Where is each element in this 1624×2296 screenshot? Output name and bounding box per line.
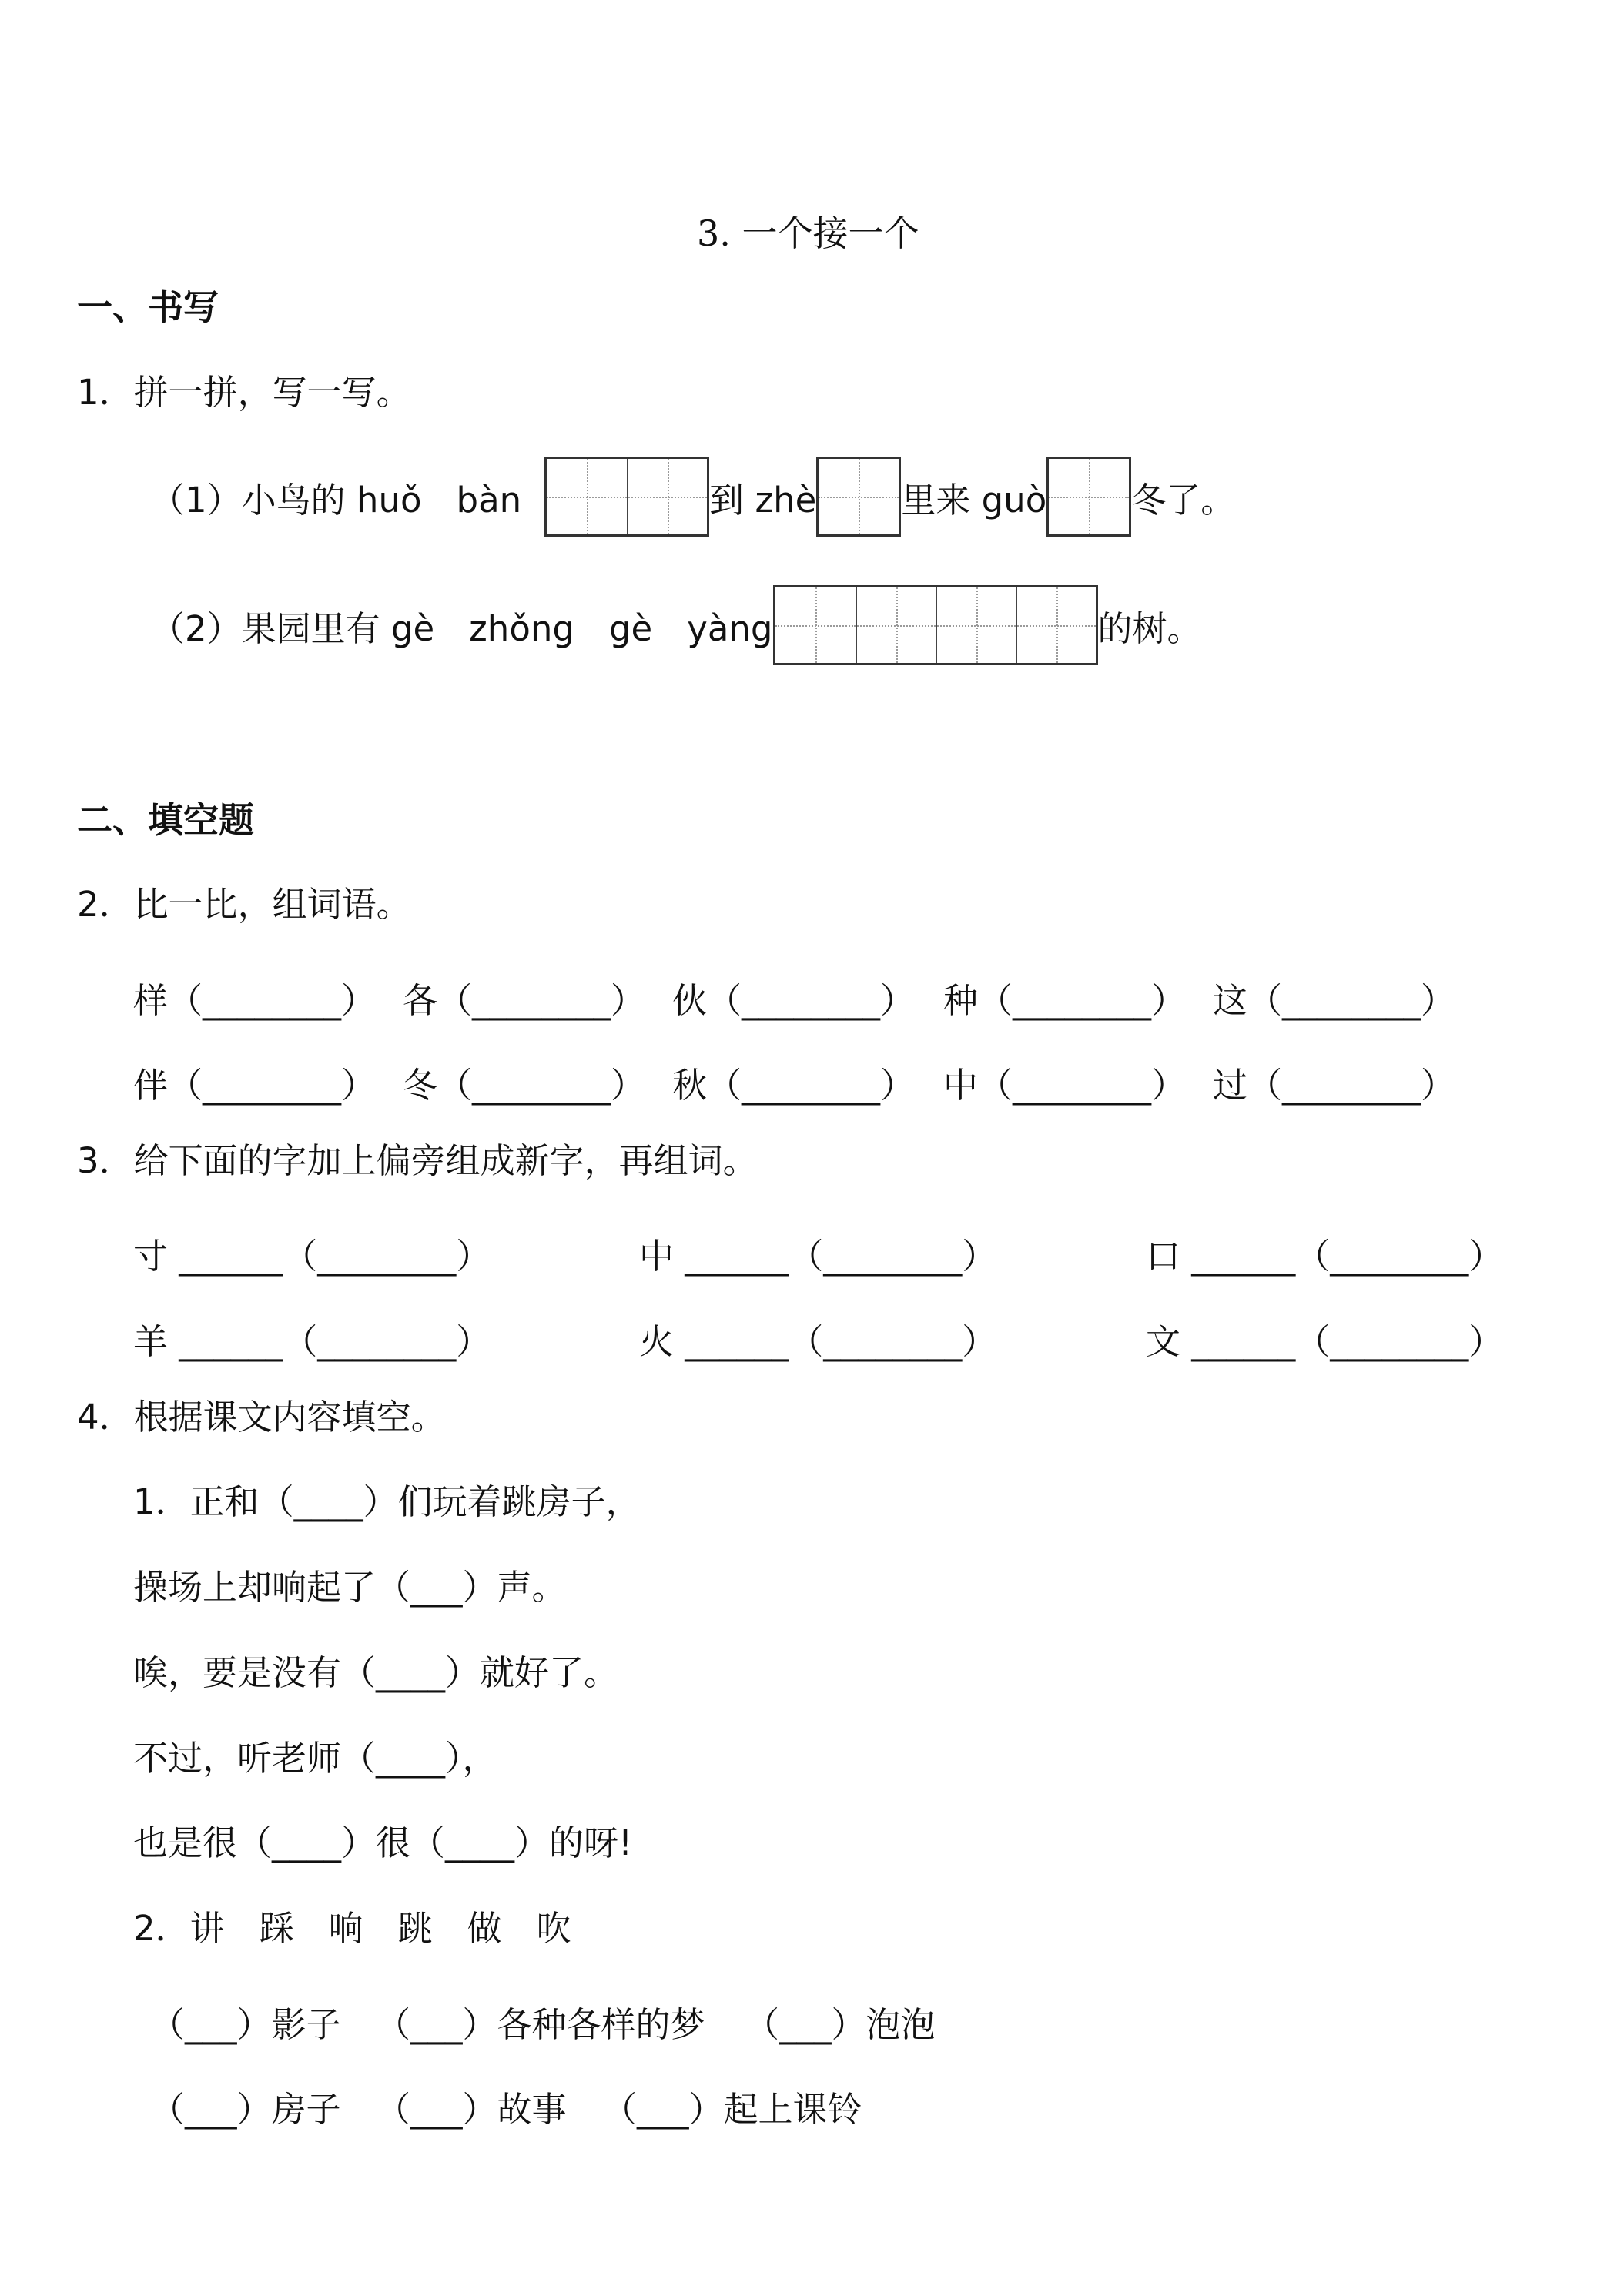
q4-part1-line[interactable]: 1．正和（____）们玩着跳房子， — [133, 1481, 641, 1522]
q1-s1-prefix: （1）小鸟的 huǒ bàn — [150, 479, 522, 520]
q3-item[interactable]: 寸 ______（________） — [133, 1236, 491, 1277]
writing-cell[interactable] — [856, 587, 936, 663]
page-title: 3. 一个接一个 — [697, 213, 919, 254]
q4-part1-line[interactable]: 不过，听老师（____）， — [133, 1738, 497, 1779]
writing-grid-2-cells[interactable] — [544, 457, 709, 537]
q1-s1-suffix: 冬了。 — [1131, 479, 1236, 520]
q2-item[interactable]: 这（________） — [1213, 980, 1456, 1021]
q1-s2-suffix: 的树。 — [1097, 607, 1202, 649]
q4-part2-item[interactable]: （___）起上课铃 — [602, 2089, 862, 2130]
q2-item[interactable]: 秋（________） — [672, 1065, 916, 1106]
writing-cell[interactable] — [819, 459, 899, 534]
q1-s1-mid2: 里来 guò — [901, 479, 1047, 520]
q2-item[interactable]: 各（________） — [403, 980, 646, 1021]
q1-sentence-2 — [150, 579, 1202, 671]
q4-part1-line[interactable]: 操场上却响起了（___）声。 — [133, 1567, 567, 1608]
q3-item[interactable]: 中 ______（________） — [639, 1236, 997, 1277]
question-4-stem: 4．根据课文内容填空。 — [77, 1397, 446, 1438]
q4-part2-row-2 — [0, 2081, 862, 2244]
q1-s1-mid1: 到 zhè — [709, 479, 817, 520]
q4-part2-item[interactable]: （___）泡泡 — [745, 2004, 936, 2045]
q2-item[interactable]: 过（________） — [1213, 1065, 1456, 1106]
question-2-stem: 2．比一比，组词语。 — [77, 884, 411, 925]
q2-item[interactable]: 种（________） — [943, 980, 1187, 1021]
q4-part2-word-bank: 2．讲 踩 响 跳 做 吹 — [133, 1908, 571, 1949]
writing-grid-1-cell[interactable] — [816, 457, 901, 537]
q1-sentence-1 — [150, 450, 1235, 543]
q3-item[interactable]: 口 ______（________） — [1146, 1236, 1504, 1277]
q3-item[interactable]: 文 ______（________） — [1146, 1321, 1504, 1362]
writing-cell[interactable] — [1016, 587, 1096, 663]
q4-part2-item[interactable]: （___）影子 — [150, 2004, 341, 2045]
q2-item[interactable]: 冬（________） — [403, 1065, 646, 1106]
writing-grid-1-cell[interactable] — [1046, 457, 1131, 537]
section-heading-fill: 二、填空题 — [77, 799, 254, 841]
q4-part1-line[interactable]: 也是很（____）很（____）的呀! — [133, 1822, 633, 1863]
question-1-stem: 1．拼一拼，写一写。 — [77, 372, 411, 413]
q1-s2-prefix: （2）果园里有 gè zhǒng gè yàng — [150, 607, 773, 649]
writing-cell[interactable] — [936, 587, 1016, 663]
q3-item[interactable]: 羊 ______（________） — [133, 1321, 491, 1362]
q4-part1-line[interactable]: 唉，要是没有（____）就好了。 — [133, 1652, 619, 1693]
q2-item[interactable]: 伙（________） — [672, 980, 916, 1021]
q2-item[interactable]: 中（________） — [943, 1065, 1187, 1106]
writing-cell[interactable] — [775, 587, 856, 663]
q4-part2-item[interactable]: （___）房子 — [150, 2089, 341, 2130]
q4-part2-item[interactable]: （___）各种各样的梦 — [376, 2004, 705, 2045]
writing-grid-4-cells[interactable] — [773, 585, 1098, 665]
q2-item[interactable]: 样（________） — [133, 980, 377, 1021]
q3-item[interactable]: 火 ______（________） — [639, 1321, 997, 1362]
writing-cell[interactable] — [627, 459, 707, 534]
q2-item[interactable]: 伴（________） — [133, 1065, 377, 1106]
writing-cell[interactable] — [1049, 459, 1129, 534]
question-3-stem: 3．给下面的字加上偏旁组成新字，再组词。 — [77, 1140, 758, 1181]
writing-cell[interactable] — [547, 459, 627, 534]
q4-part2-item[interactable]: （___）故事 — [376, 2089, 567, 2130]
section-heading-writing: 一、书写 — [77, 286, 219, 328]
